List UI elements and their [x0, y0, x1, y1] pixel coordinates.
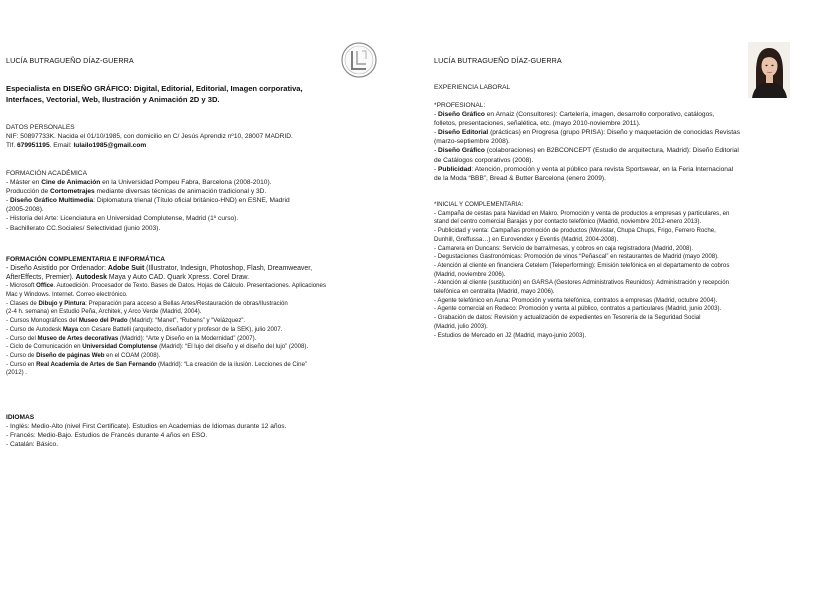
- complementary-item: (2012) .: [6, 369, 28, 377]
- professional-item: - Diseño Gráfico (colaboraciones) en B2BCONCEPT (Estudio de arquitectura, Madrid): Diseño Editorial: [434, 147, 739, 155]
- academic-section: [6, 169, 290, 233]
- personal-data-section: [6, 123, 293, 150]
- language-item: - Catalán: Básico.: [6, 441, 59, 449]
- complementary-item: - Ciclo de Comunicación en Universidad Complutense (Madrid): “El lujo del diseño y el diseño del lujo” (2008).: [6, 343, 309, 351]
- initial-item: - Agente comercial en Redeco: Promoción y venta al público, contratos a particulares (Madrid, junio 2003).: [434, 305, 722, 313]
- initial-item: - Grabación de datos: Revisión y actualización de expedientes en Tesorería de la Seguridad Social: [434, 314, 701, 322]
- professional-item: folletos, presentaciones, señalética, etc. (mayo 2010-noviembre 2011).: [434, 120, 641, 128]
- experience-heading: EXPERIENCIA LABORAL: [434, 84, 511, 91]
- complementary-section: [6, 255, 406, 378]
- initial-item: (Madrid, noviembre 2006).: [434, 270, 506, 278]
- professional-item: - Diseño Gráfico en Arnaiz (Consultores): Cartelería, imagen, desarrollo corporativo, catálogos,: [434, 111, 715, 119]
- personal-data-line-1: NIF: 50897733K. Nacida el 01/10/1985, con domicilio en C/ Jesús Aprendiz nº10, 28007 MADRID.: [6, 133, 293, 141]
- personal-data-line-2: [6, 141, 293, 150]
- language-item: - Francés: Medio-Bajo. Estudios de Francés durante 4 años en ESO.: [6, 432, 208, 440]
- complementary-heading: FORMACIÓN COMPLEMENTARIA E INFORMÁTICA: [6, 256, 165, 263]
- complementary-item: - Curso del Museo de Artes decorativas (Madrid): “Arte y Diseño en la Modernidad” (2007).: [6, 334, 257, 342]
- initial-item: telefónica en centralita (Madrid, mayo 2006).: [434, 288, 555, 296]
- academic-item: - Diseño Gráfico Multimedia: Diplomatura trienal (Título oficial británico-HND) en ESNE, Madrid: [6, 197, 290, 205]
- initial-item: - Agente telefónico en Auna: Promoción y venta telefónica, contratos a empresas (Madrid, octubre 2004).: [434, 296, 718, 304]
- academic-item: - Historia del Arte: Licenciatura en Universidad Complutense, Madrid (1º curso).: [6, 215, 239, 223]
- academic-item: (2005-2008).: [6, 206, 44, 214]
- professional-heading: *PROFESIONAL:: [434, 102, 486, 109]
- complementary-item: Mac y Windows. Internet. Correo electrónico.: [6, 290, 128, 298]
- complementary-item: - Curso en Real Academia de Artes de San Fernando (Madrid): “La creación de la ilusión. Lecciones de Cine”: [6, 360, 307, 368]
- personal-data-heading: DATOS PERSONALES: [6, 124, 75, 131]
- complementary-item: - Curso de Diseño de páginas Web en el COAM (2008).: [6, 351, 161, 359]
- complementary-item: - Clases de Dibujo y Pintura: Preparación para acceso a Bellas Artes/Restauración de obras/Ilustración: [6, 299, 288, 307]
- initial-section: [434, 201, 729, 340]
- languages-section: [6, 413, 286, 449]
- complementary-item: - Diseño Asistido por Ordenador: Adobe Suit (Illustrator, Indesign, Photoshop, Flash, Dreamweaver,: [6, 265, 313, 273]
- academic-item: - Máster en Cine de Animación en la Universidad Pompeu Fabra, Barcelona (2008-2010).: [6, 179, 272, 187]
- professional-item: de Catálogos corporativos (2008).: [434, 156, 534, 164]
- email-label: . Email:: [49, 142, 74, 150]
- initial-heading: *INICIAL Y COMPLEMENTARIA:: [434, 201, 524, 208]
- professional-item: - Publicidad: Atención, promoción y venta al público para revista Sportswear, en la Feria Internacional: [434, 165, 734, 173]
- academic-item: Producción de Cortometrajes mediante diversas técnicas de animación tradicional y 3D.: [6, 188, 267, 196]
- portrait-image: [748, 42, 790, 98]
- phone-label: Tlf.: [6, 142, 17, 150]
- initial-item: (Madrid, julio 2003).: [434, 322, 488, 330]
- tagline-line-2: Interfaces, Vectorial, Web, Ilustración y Animación 2D y 3D.: [6, 94, 220, 104]
- monogram-logo-icon: [341, 42, 377, 78]
- initial-item: stand del centro comercial Barajas y por contacto telefónico (Madrid, noviembre 2012-enero 2013).: [434, 218, 702, 226]
- complementary-item: (2-4 h. semana) en Estudio Peña, Architek, y Arco Verde (Madrid, 2004).: [6, 308, 202, 316]
- complementary-item: - Cursos Monográficos del Museo del Prado (Madrid): “Manet”, “Rubens” y “Velázquez”.: [6, 317, 246, 325]
- email-address: lulailo1985@gmail.com: [73, 142, 147, 150]
- initial-item: - Estudios de Mercado en J2 (Madrid, mayo-junio 2003).: [434, 331, 587, 339]
- initial-item: - Campaña de cestas para Navidad en Makro. Promoción y venta de productos a empresas y particulares, en: [434, 209, 730, 217]
- professional-item: (marzo-septiembre 2008).: [434, 138, 510, 146]
- right-page: [410, 0, 820, 589]
- complementary-item: - Microsoft Office. Autoedición. Procesador de Texto. Bases de Datos. Hojas de Cálculo. Presentaciones. Aplicaciones: [6, 282, 326, 290]
- tagline-line-1: Especialista en DISEÑO GRÁFICO: Digital, Editorial, Editorial, Imagen corporativa,: [6, 84, 303, 93]
- candidate-name: LUCÍA BUTRAGUEÑO DÍAZ-GUERRA: [6, 56, 134, 65]
- initial-item: - Degustaciones Gastronómicas: Promoción de vinos “Peñascal” en restaurantes de Madrid (mayo 2008).: [434, 253, 719, 261]
- complementary-item: AfterEffects, Premier). Autodesk Maya y Auto CAD. Quark Xpress. Corel Draw.: [6, 274, 250, 282]
- initial-item: - Publicidad y venta: Campañas promoción de productos (Movistar, Chupa Chups, Frigo, Ferrero Roche,: [434, 227, 716, 235]
- phone-number: 679951195: [17, 142, 50, 150]
- language-item: - Inglés: Medio-Alto (nivel First Certificate). Estudios en Academias de Idiomas durante 12 años.: [6, 423, 287, 431]
- tagline: [6, 84, 303, 105]
- initial-item: - Atención al cliente (sustitución) en GARSA (Gestores Administrativos Reunidos): Administración y recepción: [434, 279, 730, 287]
- complementary-item: - Curso de Autodesk Maya con Cesare Battelli (arquitecto, diseñador y profesor de la SEK), julio 2007.: [6, 325, 283, 333]
- profile-photo: [748, 42, 790, 98]
- initial-item: - Camarera en Duncans: Servicio de barra/mesas, y cobros en caja registradora (Madrid, 2008).: [434, 244, 694, 252]
- professional-item: - Diseño Editorial (prácticas) en Progresa (grupo PRISA): Diseño y maquetación de conocidas Revistas: [434, 129, 741, 137]
- professional-item: de la Moda “BBB”, Bread & Butter Barcelona (enero 2009).: [434, 174, 606, 182]
- initial-item: Dunhill, Greffussa…) en Eurovendex y Eventis (Madrid, 2004-2008).: [434, 235, 619, 243]
- academic-item: - Bachillerato CC.Sociales/ Selectividad (junio 2003).: [6, 224, 161, 232]
- candidate-name: LUCÍA BUTRAGUEÑO DÍAZ-GUERRA: [434, 56, 562, 65]
- initial-item: - Atención al cliente en financiera Cetelem (Teleperforming): Emisión telefónica en el departamento de cobros: [434, 261, 730, 269]
- academic-heading: FORMACIÓN ACADÉMICA: [6, 170, 87, 177]
- languages-heading: IDIOMAS: [6, 414, 35, 421]
- professional-section: [434, 101, 740, 183]
